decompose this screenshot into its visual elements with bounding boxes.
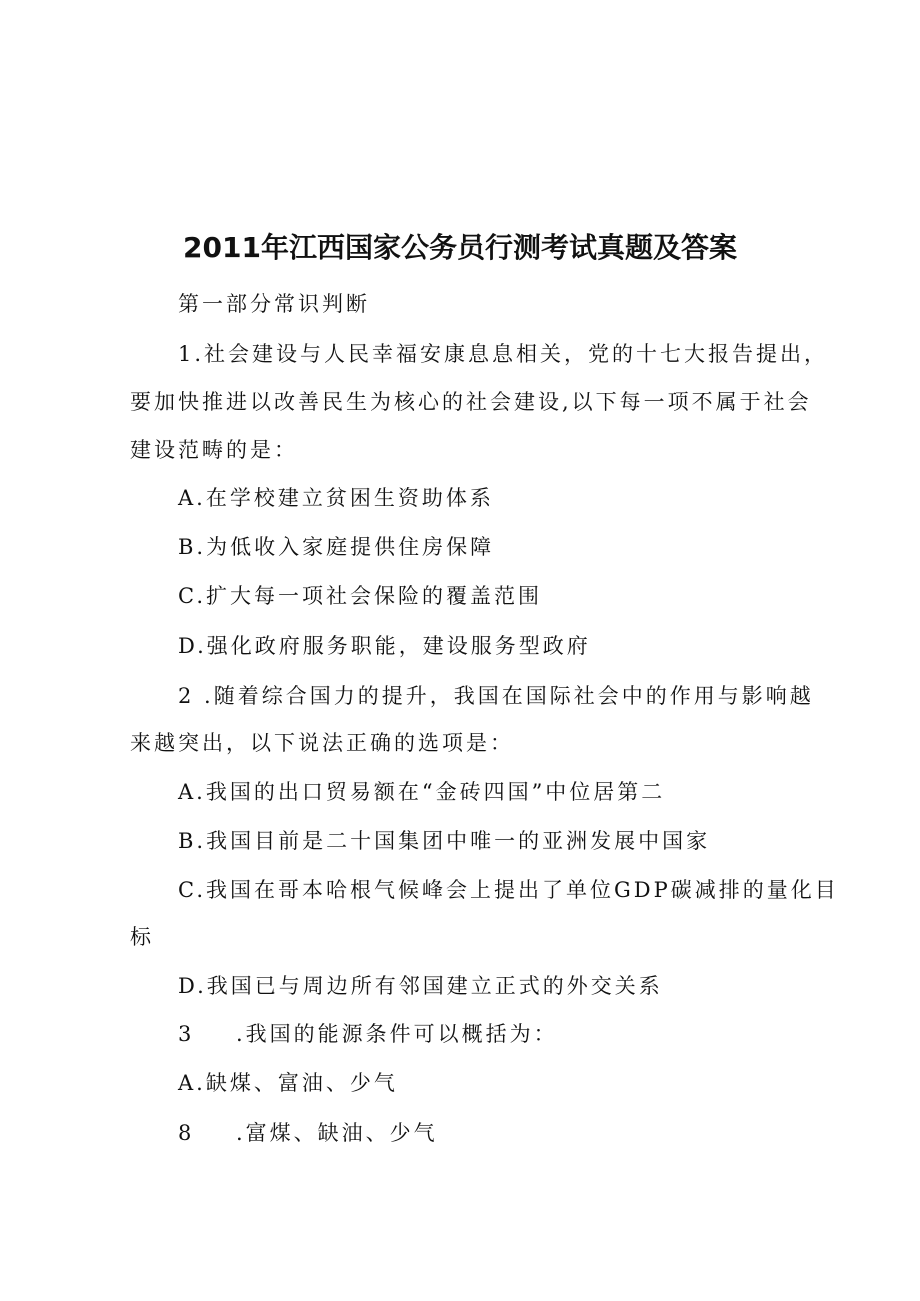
q2-option-c-continued: 标 — [130, 925, 154, 949]
q2-stem-line-1: 2 .随着综合国力的提升，我国在国际社会中的作用与影响越 — [178, 684, 814, 708]
q1-stem-line-1: 1.社会建设与人民幸福安康息息相关，党的十七大报告提出， — [178, 342, 829, 366]
q2-option-b: B.我国目前是二十国集团中唯一的亚洲发展中国家 — [178, 829, 711, 853]
q2-option-d: D.我国已与周边所有邻国建立正式的外交关系 — [178, 974, 663, 998]
q2-option-c: C.我国在哥本哈根气候峰会上提出了单位GDP碳减排的量化目 — [178, 878, 839, 902]
q1-option-a: A.在学校建立贫困生资助体系 — [178, 486, 494, 510]
q1-stem-line-3: 建设范畴的是： — [130, 438, 298, 462]
q1-option-b: B.为低收入家庭提供住房保障 — [178, 535, 495, 559]
q1-option-c: C.扩大每一项社会保险的覆盖范围 — [178, 584, 542, 608]
document-title: 2011年江西国家公务员行测考试真题及答案 — [183, 231, 737, 264]
q3-option-a: A.缺煤、富油、少气 — [178, 1071, 398, 1095]
q2-stem-line-2: 来越突出，以下说法正确的选项是： — [130, 731, 514, 755]
q3-stem-text: .我国的能源条件可以概括为： — [236, 1022, 558, 1046]
q2-option-a: A.我国的出口贸易额在“金砖四国”中位居第二 — [178, 780, 666, 804]
q1-option-d: D.强化政府服务职能，建设服务型政府 — [178, 634, 591, 658]
q3-stem-number: 3 — [178, 1022, 195, 1046]
q3-next-number: 8 — [178, 1121, 195, 1145]
q3-next-text: .富煤、缺油、少气 — [236, 1121, 438, 1145]
section-heading: 第一部分常识判断 — [178, 292, 370, 316]
q1-stem-line-2: 要加快推进以改善民生为核心的社会建设,以下每一项不属于社会 — [130, 390, 812, 414]
